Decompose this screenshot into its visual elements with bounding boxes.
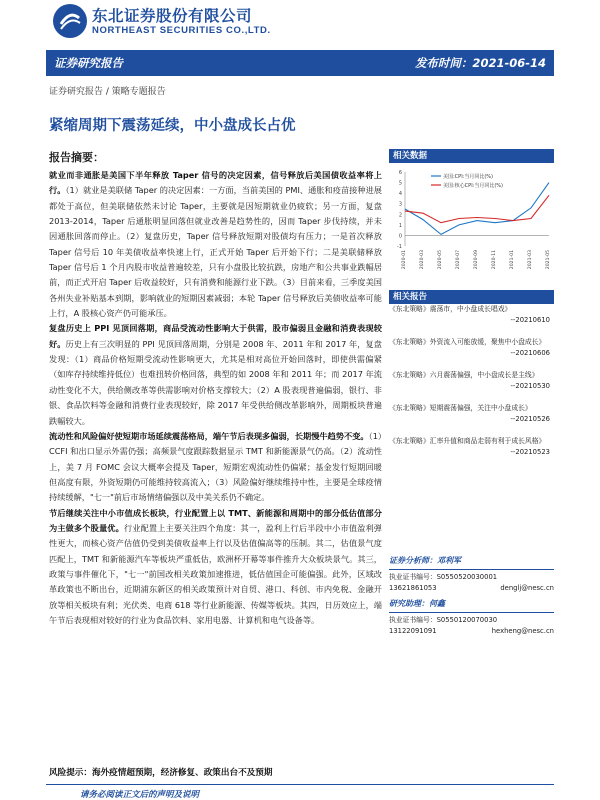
related-report-date: --20210526 xyxy=(510,414,550,423)
y-tick-label: -1 xyxy=(397,244,402,250)
analyst-cert: 执业证书编号：S0550120070030 xyxy=(389,616,498,625)
x-tick-label: 2020-07 xyxy=(456,250,461,270)
series-line xyxy=(405,195,549,222)
analyst-divider xyxy=(389,612,554,613)
y-tick-label: 2 xyxy=(398,212,402,219)
related-report-item[interactable] xyxy=(389,403,554,424)
summary-body xyxy=(49,168,382,628)
legend-label: 美国:CPI:当月同比(%) xyxy=(443,174,494,180)
risk-warning: 风险提示：海外疫情超预期，经济修复、政策出台不及预期 xyxy=(49,768,273,778)
related-report-title[interactable]: 《东北策略》外资流入可能放缓，聚焦中小盘成长》 xyxy=(389,338,546,346)
related-reports-list xyxy=(389,304,554,469)
summary-paragraph xyxy=(49,321,382,428)
paragraph-text: 历史上有三次明显的 PPI 见顶回落周期，分别是 2008 年、2011 年和 2017 年，复盘发现：（1）商品价格短期受流动性影响更大，尤其是相对高位开始回落时，即使供需偏紧（如库存持续维持低位）也难扭转价格回落，典型的如 2008 年和 2011 年；而 2017 年流动性变化不大，供给侧改革等供需影响对价格支撑较大；（2）A 股表现普遍偏弱，银行、非银、食品饮料等金融和消费行业表现较好，除 2017 年受供给侧改革影响外，周期板块普遍跌幅较大。 xyxy=(49,338,382,426)
analyst-phone: 13122091091 xyxy=(389,626,437,635)
related-report-date: --20210523 xyxy=(510,447,550,456)
analyst-block xyxy=(389,599,554,636)
related-report-date: --20210610 xyxy=(510,315,550,324)
y-tick-label: 6 xyxy=(398,170,402,176)
analyst-divider xyxy=(389,569,554,570)
footer-divider xyxy=(46,784,554,785)
x-tick-label: 2020-11 xyxy=(492,250,497,270)
report-type: 证券研究报告 xyxy=(54,56,123,70)
related-report-item[interactable] xyxy=(389,304,554,325)
report-banner xyxy=(46,50,554,76)
summary-paragraph xyxy=(49,506,382,629)
analyst-role xyxy=(389,599,554,610)
y-tick-label: 5 xyxy=(398,180,402,187)
paragraph-text: 行业配置上主要关注四个角度：其一，盈利上行后半段中小市值盈利弹性更大，而核心资产估值仍受到美债收益率上行以及估值偏高等的压制。其二，估值景气度匹配上，TMT 和新能源汽车等板块严重低估，欧洲杯开幕等事件推升大众板块景气。其三，政策与事件催化下，"七一"前国改相关政策加速推进，低估值国企可能偏强。此外，区域改革政策也不断出台，近期浦东新区的相关政策预计对自贸、港口、科创、市内免税、金融开放等相关板块有利；光伏类、电商 618 等行业新能源、传媒等板块。其四，日历效应上，端午节后表现相对较好的行业为食品饮料、家用电器、计算机和电气设备等。 xyxy=(49,522,382,625)
analyst-phone: 13621861053 xyxy=(389,583,437,592)
x-tick-label: 2020-09 xyxy=(474,250,479,270)
breadcrumb: 证券研究报告 / 策略专题报告 xyxy=(49,87,166,97)
cpi-chart xyxy=(389,166,554,282)
related-report-title[interactable]: 《东北策略》汇率升值和商品走弱有利于成长风格》 xyxy=(389,437,546,445)
y-tick-label: 0 xyxy=(398,233,402,240)
x-tick-label: 2021-01 xyxy=(510,250,515,270)
analyst-email[interactable]: denglj@nesc.cn xyxy=(500,583,554,592)
analyst-email[interactable]: hexheng@nesc.cn xyxy=(491,626,554,635)
paragraph-text: （1）CCFI 和出口显示外需仍强；高频景气度跟踪数据显示 TMT 和新能源景气仍高。（2）流动性上，美 7 月 FOMC 会议大概率会提及 Taper，短期宏观流动性仍偏紧；基金发行短期回暖但高度有限，外资短期仍可能维持较高流入；（3）风险偏好继续维持中性，主要是全球疫情持续缓解，"七一"前后市场情绪偏强以及中美关系仍不确定。 xyxy=(49,430,382,503)
related-report-date: --20210606 xyxy=(510,348,550,357)
summary-heading: 报告摘要： xyxy=(49,151,104,164)
series-line xyxy=(405,183,549,235)
analyst-name: 何鑫 xyxy=(429,599,445,609)
paragraph-lead: 节后继续关注中小市值成长板块，行业配置上以 TMT、新能源和周期中的部分低估值部分为主做多个股量优。 xyxy=(49,507,382,533)
related-report-date: --20210530 xyxy=(510,381,550,390)
analyst-contact xyxy=(389,626,554,637)
x-tick-label: 2021-03 xyxy=(528,250,533,270)
related-report-title[interactable]: 《东北策略》六月震荡偏强，中小盘成长是主线》 xyxy=(389,371,539,379)
related-report-item[interactable] xyxy=(389,337,554,358)
related-report-title[interactable]: 《东北策略》震荡市，中小盘成长唱戏》 xyxy=(389,305,512,313)
related-data-tab: 相关数据 xyxy=(389,149,554,163)
legend-label: 美国:核心CPI:当月同比(%) xyxy=(443,183,504,189)
report-header xyxy=(0,0,600,48)
x-tick-label: 2020-03 xyxy=(420,250,425,270)
cpi-chart-svg xyxy=(389,166,554,282)
analyst-cert: 执业证书编号：S0550520030001 xyxy=(389,572,498,581)
paragraph-text: （1）就业是美联储 Taper 的决定因素：一方面，当前美国的 PMI、通胀和疫苗接种进展都处于高位，但美联储依然未讨论 Taper，主要就是因短期就业仍疲软；另一方面，复盘 2013-2014，Taper 后通胀明显回落但就业改善是趋势性的，因而 Taper 步伐持续，并未因通胀回落而停止。（2）复盘历史，Taper 信号释放短期对股债均有压力；一是首次释放 Taper 信号后 10 年美债收益率快速上行，正式开始 Taper 后开始下行；二是美联储释放 Taper 信号后 1 个月内股市收益普遍较差，只有小盘股比较抗跌，房地产和公共事业跌幅居前，而正式开启 Taper 后收益较好，只有消费和能源行业下跌。（3）目前来看，三季度美国各州失业补贴基本到期，影响就业的短期因素减弱；本轮 Taper 信号释放后美债收益率可能上行，A 股核心资产仍可能承压。 xyxy=(49,185,382,319)
summary-paragraph xyxy=(49,429,382,506)
x-tick-label: 2020-05 xyxy=(438,250,443,270)
y-tick-label: 3 xyxy=(398,201,402,208)
y-tick-label: 1 xyxy=(398,222,402,229)
paragraph-lead: 流动性和风险偏好使短期市场延续震荡格局，端午节后表现多偏弱，长期慢牛趋势不变。 xyxy=(49,430,369,441)
paragraph-lead: 就业而非通胀是美国下半年释放 Taper 信号的决定因素，信号释放后美国债收益率将上行。 xyxy=(49,170,382,196)
x-tick-label: 2020-01 xyxy=(402,250,407,270)
y-tick-label: 4 xyxy=(398,191,402,198)
footer-disclaimer: 请务必阅读正文后的声明及说明 xyxy=(80,790,200,800)
company-name-cn: 东北证券股份有限公司 xyxy=(92,7,253,25)
page-title: 紧缩周期下震荡延续，中小盘成长占优 xyxy=(49,118,296,134)
related-report-item[interactable] xyxy=(389,436,554,457)
analyst-role-label: 证券分析师： xyxy=(389,556,437,565)
x-tick-label: 2021-05 xyxy=(546,250,551,270)
related-reports-tab: 相关报告 xyxy=(389,290,554,304)
company-name-en: NORTHEAST SECURITIES CO.,LTD. xyxy=(92,25,271,36)
analyst-block xyxy=(389,556,554,593)
analyst-role xyxy=(389,556,554,567)
analyst-role-label: 研究助理： xyxy=(389,599,429,609)
analyst-name: 邓利军 xyxy=(437,556,461,565)
publish-date: 发布时间：2021-06-14 xyxy=(414,56,546,70)
related-report-title[interactable]: 《东北策略》短期震荡偏强，关注中小盘成长》 xyxy=(389,404,532,412)
company-logo-icon xyxy=(53,4,87,38)
analyst-contact xyxy=(389,583,554,594)
summary-paragraph xyxy=(49,168,382,321)
paragraph-lead: 复盘历史上 PPI 见顶回落期，商品受流动性影响大于供需，股市偏弱且金融和消费表现较好。 xyxy=(49,323,382,349)
related-report-item[interactable] xyxy=(389,370,554,391)
analyst-info xyxy=(389,556,554,643)
